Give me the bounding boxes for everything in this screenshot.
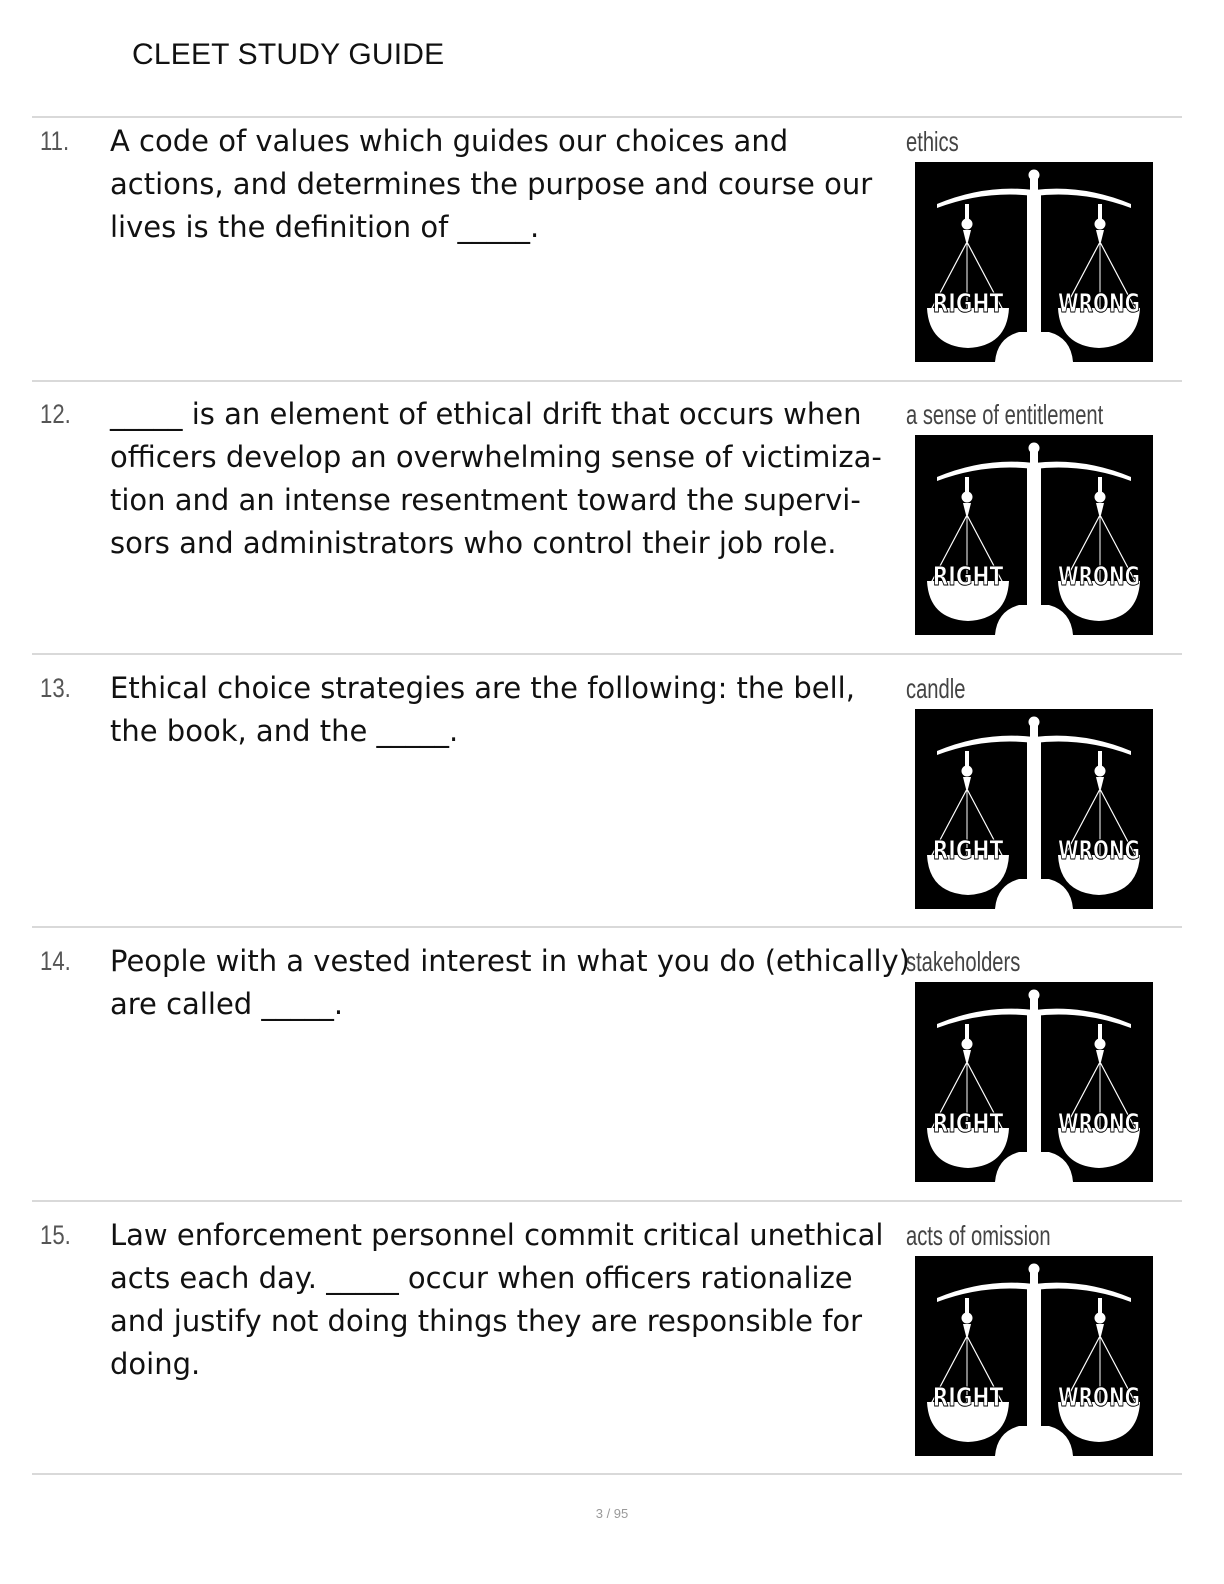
- divider: [32, 926, 1182, 928]
- svg-text:RIGHT: RIGHT: [932, 1108, 1004, 1139]
- item-number: 15.: [40, 1220, 71, 1250]
- svg-text:WRONG: WRONG: [1058, 289, 1140, 319]
- item-question: Law enforcement personnel commit critical unethical acts each day. _____ occur when officers rationalize and justify not doing things they are responsible for doing.: [110, 1218, 884, 1381]
- scales-of-justice-icon: [915, 1256, 1153, 1456]
- item-question: People with a vested interest in what you do (ethically) are called _____.: [110, 944, 910, 1021]
- svg-text:WRONG: WRONG: [1058, 1109, 1140, 1139]
- divider: [32, 1473, 1182, 1475]
- item-answer: ethics: [906, 126, 959, 157]
- scales-of-justice-icon: [915, 162, 1153, 362]
- item-question: _____ is an element of ethical drift that occurs when officers develop an overwhelming sense of victimiza-tion and an intense resentment toward the supervi-sors and administrators who control their job role.: [110, 397, 882, 560]
- divider: [32, 653, 1182, 655]
- study-item: [32, 938, 1182, 1210]
- item-answer: stakeholders: [906, 946, 1021, 977]
- study-item: [32, 118, 1182, 390]
- svg-text:RIGHT: RIGHT: [932, 288, 1004, 319]
- scales-of-justice-icon: [915, 982, 1153, 1182]
- item-number: 11.: [40, 126, 70, 156]
- divider: [32, 380, 1182, 382]
- item-answer: acts of omission: [906, 1220, 1051, 1251]
- divider: [32, 1200, 1182, 1202]
- svg-text:RIGHT: RIGHT: [932, 1382, 1004, 1413]
- item-answer: a sense of entitlement: [906, 399, 1104, 430]
- svg-text:WRONG: WRONG: [1058, 562, 1140, 592]
- svg-text:WRONG: WRONG: [1058, 1383, 1140, 1413]
- svg-text:RIGHT: RIGHT: [932, 561, 1004, 592]
- svg-text:WRONG: WRONG: [1058, 836, 1140, 866]
- item-number: 14.: [40, 946, 71, 976]
- item-number: 12.: [40, 399, 71, 429]
- item-answer: candle: [906, 673, 966, 704]
- item-question: Ethical choice strategies are the following: the bell, the book, and the _____.: [110, 671, 855, 748]
- study-item: [32, 1212, 1182, 1484]
- item-question: A code of values which guides our choices and actions, and determines the purpose and course our lives is the definition of _____.: [110, 124, 873, 244]
- study-item: [32, 665, 1182, 937]
- scales-of-justice-icon: [915, 435, 1153, 635]
- scales-of-justice-icon: [915, 709, 1153, 909]
- page-number: 3 / 95: [595, 1506, 629, 1521]
- svg-text:RIGHT: RIGHT: [932, 835, 1004, 866]
- item-number: 13.: [40, 673, 71, 703]
- page-title: CLEET STUDY GUIDE: [132, 38, 445, 71]
- study-item: [32, 391, 1182, 663]
